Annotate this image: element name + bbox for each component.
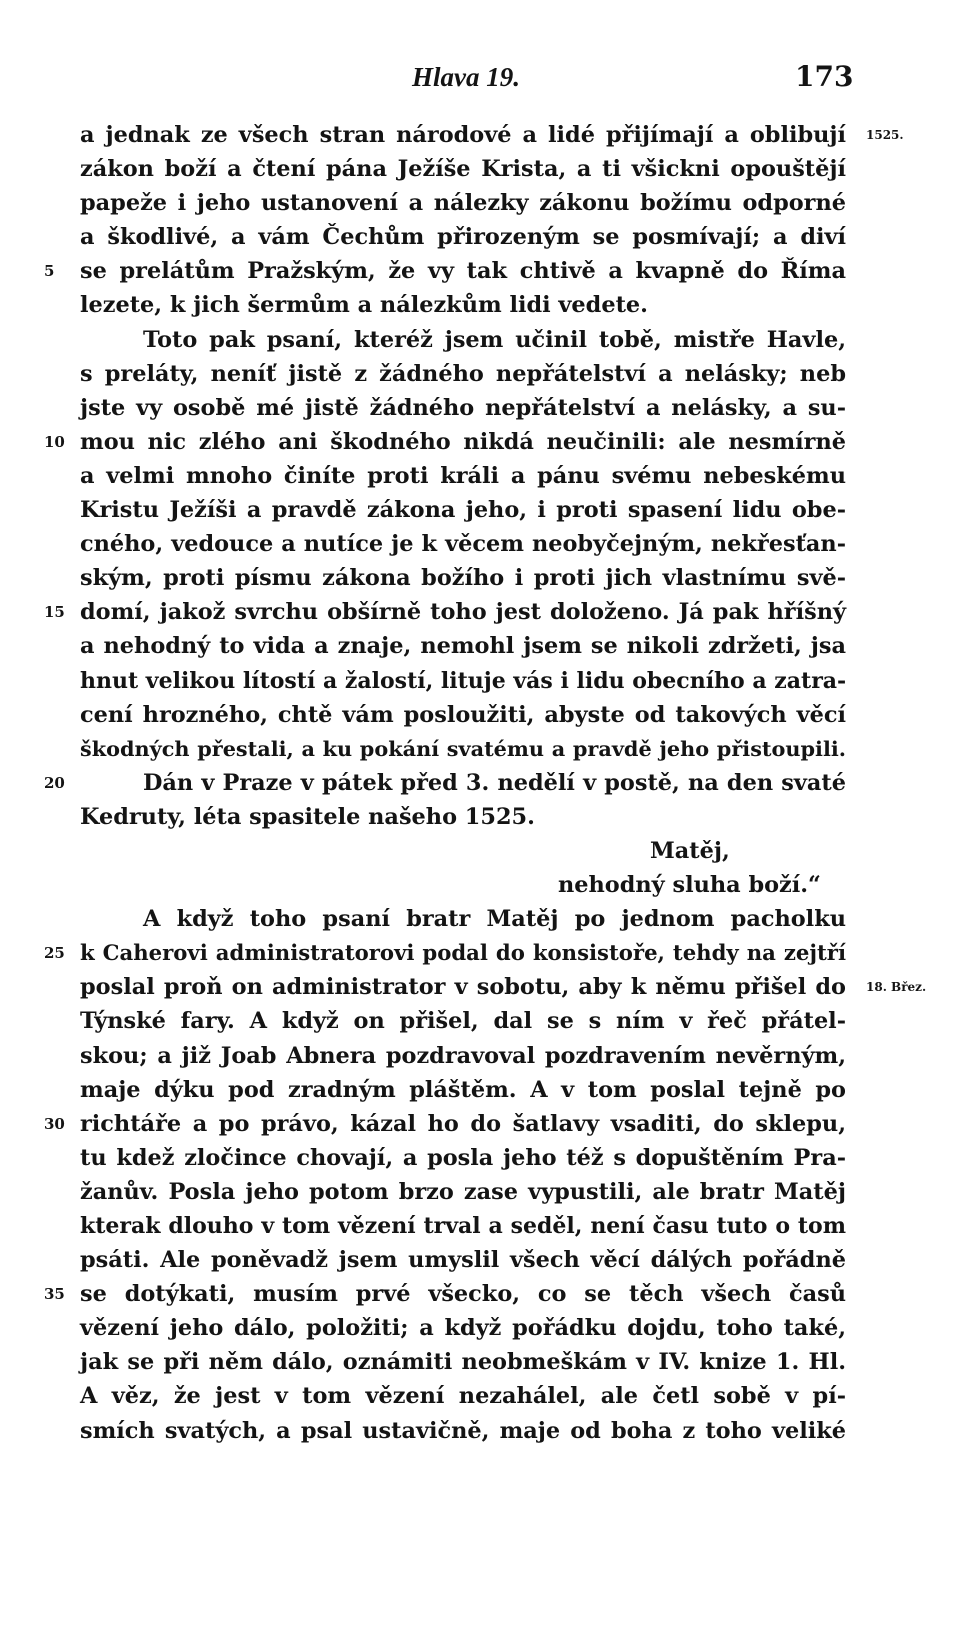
line-text: s preláty, neníť jistě z žádného nepřátelství a nelásky; neb: [80, 360, 846, 387]
line-number: 35: [44, 1285, 65, 1304]
text-line: [0, 902, 960, 936]
signature-line: [0, 834, 960, 868]
text-line: [0, 1414, 960, 1448]
line-text: maje dýku pod zradným pláštěm. A v tom poslal tejně po: [80, 1076, 846, 1103]
line-text: tu kdež zločince chovají, a posla jeho též s dopuštěním Pra-: [80, 1144, 846, 1171]
line-text: Kedruty, léta spasitele našeho 1525.: [80, 803, 535, 830]
text-line: [0, 800, 960, 834]
line-text: poslal proň on administrator v sobotu, aby k němu přišel do: [80, 974, 846, 1001]
line-text: ským, proti písmu zákona božího i proti jich vlastnímu svě-: [80, 565, 846, 592]
line-text: hnut velikou lítostí a žalostí, lituje vás i lidu obecního a zatra-: [80, 667, 847, 694]
text-line: [0, 357, 960, 391]
text-line: [0, 698, 960, 732]
line-text: Dán v Praze v pátek před 3. nedělí v postě, na den svaté: [143, 769, 846, 796]
line-number: 10: [44, 432, 65, 451]
line-text: jak se při něm dálo, oznámiti neobmeškám v IV. knize 1. Hl.: [80, 1349, 846, 1376]
text-line: [0, 595, 960, 629]
line-number: 25: [44, 944, 65, 963]
line-text: lezete, k jich šermům a nálezkům lidi vedete.: [80, 292, 648, 319]
text-line: [0, 1345, 960, 1379]
line-text: A věz, že jest v tom vězení nezahálel, ale četl sobě v pí-: [80, 1383, 846, 1410]
line-text: škodných přestali, a ku pokání svatému a pravdě jeho přistoupili.: [80, 735, 846, 761]
line-text: mou nic zlého ani škodného nikdá neučinili: ale nesmírně: [80, 428, 846, 455]
text-line: [0, 391, 960, 425]
text-line: [0, 732, 960, 766]
line-text: k Caherovi administratorovi podal do konsistoře, tehdy na zejtří: [80, 940, 846, 966]
running-title: Hlava 19.: [412, 62, 520, 92]
text-line: [0, 936, 960, 970]
line-text: cného, vedouce a nutíce je k věcem neobyčejným, nekřesťan-: [80, 531, 846, 558]
text-line: [0, 118, 960, 152]
line-text: richtáře a po právo, kázal ho do šatlavy vsaditi, do sklepu,: [80, 1110, 846, 1137]
line-text: žanův. Posla jeho potom brzo zase vypustili, ale bratr Matěj: [80, 1178, 846, 1205]
text-line: [0, 1243, 960, 1277]
line-text: a nehodný to vida a znaje, nemohl jsem se nikoli zdržeti, jsa: [80, 633, 846, 660]
line-text: a jednak ze všech stran národové a lidé přijímají a oblibují: [80, 122, 846, 148]
line-text: cení hrozného, chtě vám posloužiti, abyste od takových věcí: [80, 701, 846, 728]
signature-title: nehodný sluha boží.“: [558, 872, 821, 899]
line-number: 5: [44, 262, 55, 281]
line-text: psáti. Ale poněvadž jsem umyslil všech věcí dálých pořádně: [80, 1247, 846, 1274]
line-text: Kristu Ježíši a pravdě zákona jeho, i proti spasení lidu obe-: [80, 497, 846, 524]
signature-line: [0, 868, 960, 902]
text-line: [0, 970, 960, 1004]
line-number: 15: [44, 603, 65, 622]
text-line: [0, 1107, 960, 1141]
text-line: [0, 1277, 960, 1311]
text-line: [0, 152, 960, 186]
text-line: [0, 186, 960, 220]
line-text: kterak dlouho v tom vězení trval a seděl, není času tuto o tom: [80, 1213, 846, 1239]
text-line: [0, 664, 960, 698]
line-number: 30: [44, 1114, 65, 1133]
text-line: [0, 323, 960, 357]
text-line: [0, 629, 960, 663]
page-header: [0, 62, 960, 102]
text-line: [0, 527, 960, 561]
text-line: [0, 288, 960, 322]
signature-name: Matěj,: [650, 837, 730, 864]
line-text: A když toho psaní bratr Matěj po jednom pacholku: [143, 906, 846, 933]
body-text: [0, 118, 960, 1448]
text-line: [0, 1141, 960, 1175]
line-text: papeže i jeho ustanovení a nálezky zákonu božímu odporné: [80, 190, 846, 217]
line-text: se prelátům Pražským, že vy tak chtivě a kvapně do Říma: [80, 258, 846, 285]
text-line: [0, 254, 960, 288]
line-text: a škodlivé, a vám Čechům přirozeným se posmívají; a diví: [80, 224, 846, 251]
line-text: vězení jeho dálo, položiti; a když pořádku dojdu, toho také,: [80, 1315, 846, 1342]
text-line: [0, 1311, 960, 1345]
margin-note-date: 18. Břez.: [866, 980, 927, 995]
text-line: [0, 1175, 960, 1209]
text-line: [0, 766, 960, 800]
line-text: a velmi mnoho činíte proti králi a pánu svému nebeskému: [80, 462, 846, 489]
text-line: [0, 220, 960, 254]
text-line: [0, 493, 960, 527]
line-number: 20: [44, 773, 65, 792]
page-number: 173: [795, 60, 854, 93]
text-line: [0, 1379, 960, 1413]
line-text: jste vy osobě mé jistě žádného nepřátelství a nelásky, a su-: [80, 394, 846, 421]
line-text: Toto pak psaní, kteréž jsem učinil tobě, mistře Havle,: [143, 326, 846, 353]
text-line: [0, 1073, 960, 1107]
text-line: [0, 425, 960, 459]
line-text: smích svatých, a psal ustavičně, maje od boha z toho veliké: [80, 1417, 846, 1444]
text-line: [0, 561, 960, 595]
line-text: Týnské fary. A když on přišel, dal se s ním v řeč přátel-: [80, 1008, 846, 1035]
text-line: [0, 1209, 960, 1243]
line-text: skou; a již Joab Abnera pozdravoval pozdravením nevěrným,: [80, 1042, 846, 1069]
text-line: [0, 1004, 960, 1038]
margin-note-year: 1525.: [866, 128, 904, 142]
text-line: [0, 459, 960, 493]
line-text: se dotýkati, musím prvé všecko, co se těch všech časů: [80, 1281, 846, 1308]
text-line: [0, 1039, 960, 1073]
line-text: domí, jakož svrchu obšírně toho jest doloženo. Já pak hříšný: [80, 599, 846, 626]
line-text: zákon boží a čtení pána Ježíše Krista, a ti všickni opouštějí: [80, 156, 846, 183]
